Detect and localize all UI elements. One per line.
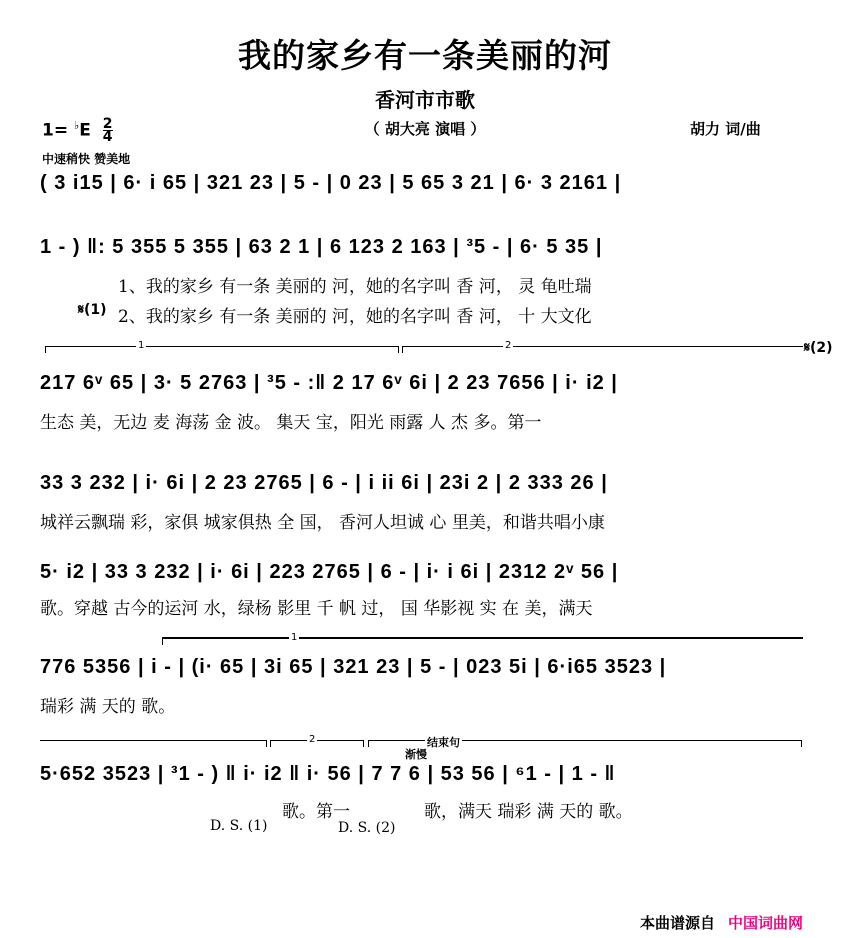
source-site-link[interactable]: 中国词曲网: [728, 914, 804, 932]
lyric-row-2-verse-2: 2、我的家乡 有一条 美丽的 河，她的名字叫 香 河， 十 大文化: [118, 307, 592, 327]
segno-icon-1: 𝄋(1): [78, 302, 107, 318]
lyric-row-6: 瑞彩 满 天的 歌。: [40, 697, 176, 717]
volta-bracket-row-7-a: [40, 740, 267, 747]
notation-row-2: 1 - ) ‖: 5 355 5 355 | 63 2 1 | 6 123 2 163 | ³5 - | 6· 5 35 |: [40, 236, 603, 258]
ritardando-label: 渐慢: [405, 748, 427, 761]
notation-row-5: 5· i2 | 33 3 232 | i· 6i | 223 2765 | 6 - | i· i 6i | 2312 2ᵛ 56 |: [40, 561, 619, 583]
key-note: E: [79, 120, 91, 141]
volta-label-2: 2: [505, 340, 512, 351]
song-title: 我的家乡有一条美丽的河: [238, 36, 612, 75]
composer-credit: 胡力 词/曲: [690, 120, 761, 138]
tempo-marking: 中速稍快 赞美地: [42, 152, 131, 166]
song-subtitle: 香河市市歌: [375, 88, 475, 112]
volta-bracket-row-6: [162, 632, 803, 645]
notation-row-1: ( 3 i15 | 6· i 65 | 321 23 | 5 - | 0 23 | 5 65 3 21 | 6· 3 2161 |: [40, 172, 622, 194]
ending-label: 结束句: [427, 736, 460, 749]
flat-icon: ♭: [74, 118, 80, 132]
time-denominator: 4: [102, 129, 113, 145]
lyric-row-7-b: 歌，满天 瑞彩 满 天的 歌。: [424, 802, 633, 822]
volta-bracket-row-7-b: [270, 734, 364, 747]
volta-label-1: 1: [138, 340, 145, 351]
volta-bracket-2: [402, 340, 803, 353]
notation-row-6: 776 5356 | i - | (i· 65 | 3i 65 | 321 23 | 5 - | 023 5i | 6·i65 3523 |: [40, 656, 667, 678]
notation-row-7: 5·652 3523 | ³1 - ) ‖ i· i2 ‖ i· 56 | 7 7 6 | 53 56 | ⁶1 - | 1 - ‖: [40, 763, 616, 785]
lyric-row-7-a: 歌。第一: [282, 802, 350, 822]
source-label: 本曲谱源自: [640, 914, 716, 932]
volta-bracket-1: [45, 340, 399, 353]
lyric-row-3: 生态 美，无边 麦 海荡 金 波。 集天 宝，阳光 雨露 人 杰 多。第一: [40, 413, 542, 433]
volta-label-row-6: 1: [291, 632, 298, 643]
dal-segno-2: D. S. (2): [338, 820, 396, 836]
singer-credit: （ 胡大亮 演唱 ）: [364, 120, 486, 138]
key-prefix: 1=: [42, 120, 69, 141]
segno-icon-2: 𝄋(2): [804, 340, 833, 356]
ending-bracket: [368, 736, 802, 749]
lyric-row-4: 城祥云飘瑞 彩，家俱 城家俱热 全 国， 香河人坦诚 心 里美，和谐共唱小康: [40, 513, 605, 533]
notation-row-4: 33 3 232 | i· 6i | 2 23 2765 | 6 - | i ii 6i | 23i 2 | 2 333 26 |: [40, 472, 608, 494]
lyric-row-2-verse-1: 1、我的家乡 有一条 美丽的 河，她的名字叫 香 河， 灵 龟吐瑞: [118, 277, 592, 297]
dal-segno-1: D. S. (1): [210, 818, 268, 834]
notation-row-3: 217 6ᵛ 65 | 3· 5 2763 | ³5 - :‖ 2 17 6ᵛ 6i | 2 23 7656 | i· i2 |: [40, 372, 618, 394]
lyric-row-5: 歌。穿越 古今的运河 水，绿杨 影里 千 帆 过， 国 华影视 实 在 美，满天: [40, 599, 593, 619]
time-numerator: 2: [102, 116, 113, 132]
volta-label-row-7: 2: [309, 734, 316, 745]
